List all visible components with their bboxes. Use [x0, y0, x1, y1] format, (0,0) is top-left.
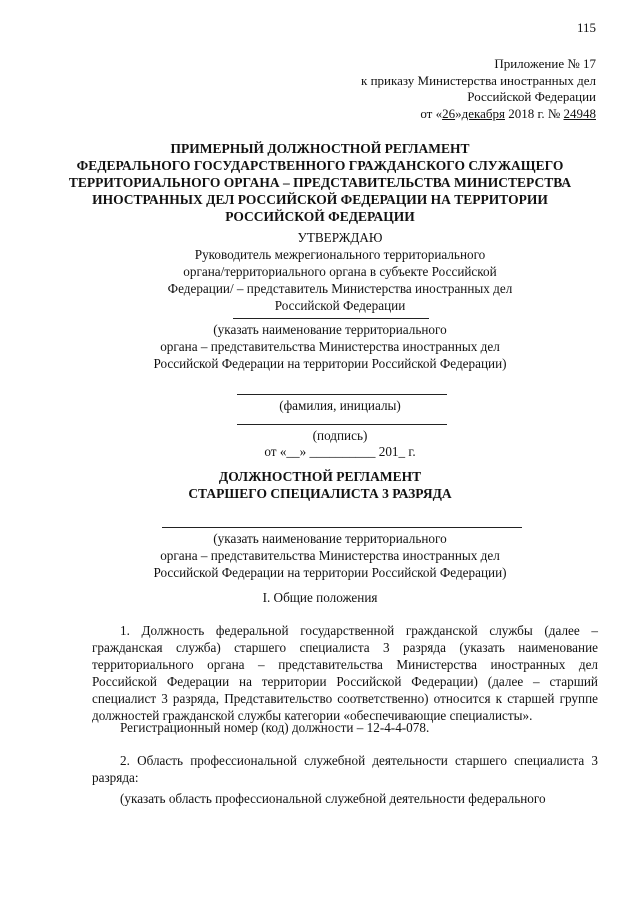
- title-line-3: ТЕРРИТОРИАЛЬНОГО ОРГАНА – ПРЕДСТАВИТЕЛЬСТВА МИНИСТЕРСТВА: [68, 175, 572, 190]
- blank-line-org-2: [162, 527, 522, 528]
- approval-block: [160, 229, 520, 314]
- org-hint-2-line-3: Российской Федерации на территории Российской Федерации): [153, 565, 507, 580]
- appendix-header: [361, 56, 596, 122]
- regulation-title-line-1: ДОЛЖНОСТНОЙ РЕГЛАМЕНТ: [218, 469, 422, 484]
- org-hint-1-line-1: (указать наименование территориального: [213, 322, 447, 337]
- date-day: 26: [442, 105, 456, 121]
- appendix-date-line: [361, 106, 596, 123]
- approve-line-4: Российской Федерации: [274, 298, 406, 313]
- regulation-title-line-2: СТАРШЕГО СПЕЦИАЛИСТА 3 РАЗРЯДА: [188, 486, 452, 501]
- org-hint-1-line-2: органа – представительства Министерства иностранных дел: [160, 339, 500, 354]
- blank-line-signature: [237, 424, 447, 425]
- appendix-line-2: к приказу Министерства иностранных дел: [361, 72, 596, 88]
- section-heading: I. Общие положения: [262, 590, 378, 605]
- signature-hint: (подпись): [312, 428, 368, 443]
- date-mid: »: [455, 105, 462, 121]
- regulation-title: [100, 468, 540, 502]
- appendix-line-1: Приложение № 17: [494, 56, 596, 71]
- paragraph-3: (указать область профессиональной служебной деятельности федерального: [120, 791, 546, 806]
- org-hint-2-line-1: (указать наименование территориального: [213, 531, 447, 546]
- org-hint-1-line-3: Российской Федерации на территории Российской Федерации): [153, 356, 507, 371]
- paragraph-1: 1. Должность федеральной государственной гражданской службы (далее – гражданская служба) старшего специалиста 3 разряда (указать наименование территориального органа – представительства Министерства иностранных дел Российской Федерации на территории Российской Федерации) (далее – старший специалист 3 разряда, Представительство соответственно) относится к старшей группе должностей гражданской службы категории «обеспечивающие специалисты».: [92, 623, 598, 723]
- date-placeholder: от «__» __________ 201_ г.: [264, 444, 416, 459]
- date-year: 2018 г. №: [504, 105, 564, 121]
- name-hint: (фамилия, инициалы): [279, 398, 401, 413]
- title-line-1: ПРИМЕРНЫЙ ДОЛЖНОСТНОЙ РЕГЛАМЕНТ: [170, 141, 470, 156]
- paragraph-2: 2. Область профессиональной служебной деятельности старшего специалиста 3 разряда:: [92, 753, 598, 785]
- paragraph-registration: Регистрационный номер (код) должности – 12-4-4-078.: [120, 720, 430, 735]
- approve-line-2: органа/территориального органа в субъекте Российской: [183, 264, 497, 279]
- blank-line-name: [237, 394, 447, 395]
- date-month: декабря: [461, 105, 505, 121]
- org-hint-2: [130, 530, 530, 581]
- title-line-5: РОССИЙСКОЙ ФЕДЕРАЦИИ: [225, 209, 415, 224]
- order-number: 24948: [563, 105, 596, 121]
- title-line-4: ИНОСТРАННЫХ ДЕЛ РОССИЙСКОЙ ФЕДЕРАЦИИ НА ТЕРРИТОРИИ: [92, 192, 548, 207]
- approve-heading: УТВЕРЖДАЮ: [297, 230, 383, 245]
- blank-line-org: [233, 318, 429, 319]
- approve-line-1: Руководитель межрегионального территориального: [194, 247, 486, 262]
- document-title: [60, 140, 580, 225]
- approve-line-3: Федерации/ – представитель Министерства иностранных дел: [167, 281, 513, 296]
- date-prefix: от «: [420, 105, 443, 121]
- appendix-line-3: Российской Федерации: [467, 89, 596, 104]
- page-number: 115: [576, 20, 596, 35]
- org-hint-1: [130, 321, 530, 372]
- org-hint-2-line-2: органа – представительства Министерства иностранных дел: [160, 548, 500, 563]
- title-line-2: ФЕДЕРАЛЬНОГО ГОСУДАРСТВЕННОГО ГРАЖДАНСКОГО СЛУЖАЩЕГО: [76, 158, 564, 173]
